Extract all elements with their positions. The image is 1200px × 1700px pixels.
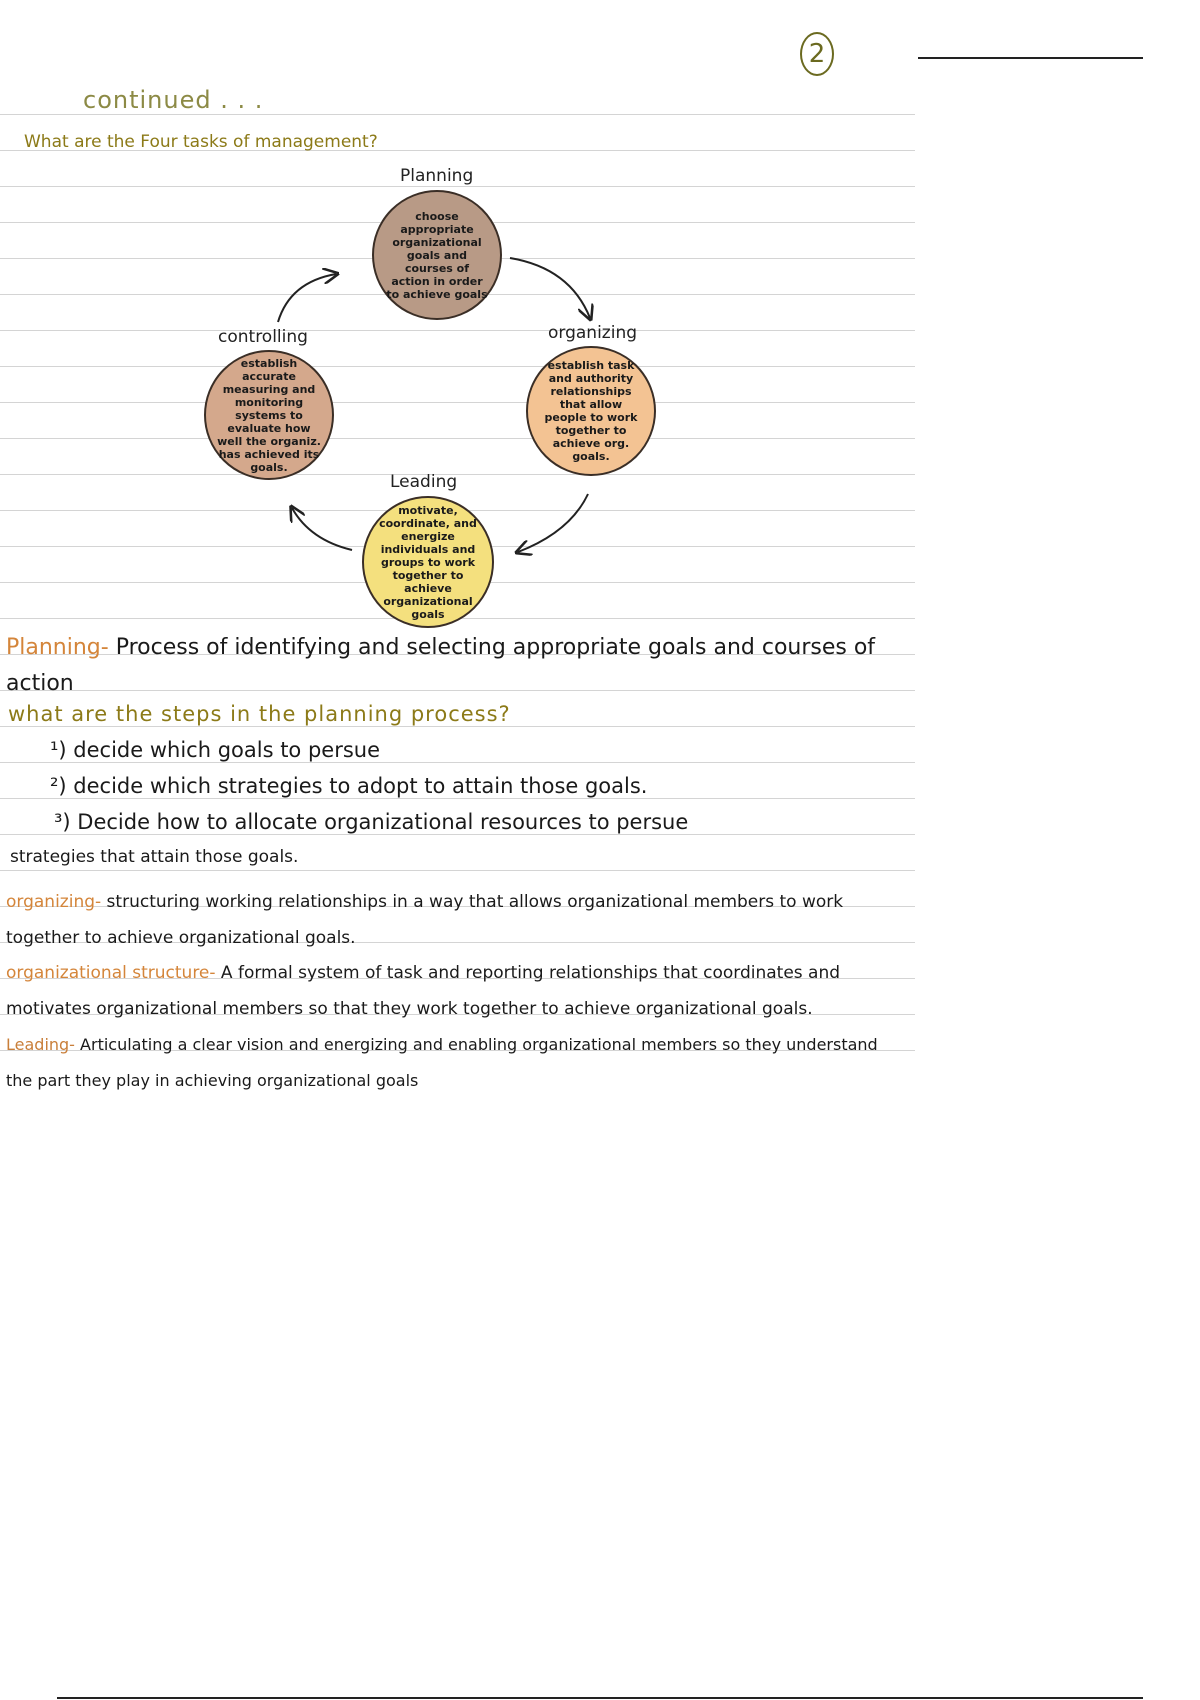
leading-node-text: motivate, coordinate, and energize individuals and groups to work together to achieve organizational goals — [379, 503, 477, 621]
step-1: ¹) decide which goals to persue — [50, 738, 381, 762]
step-3-continued: strategies that attain those goals. — [10, 847, 299, 867]
steps-question: what are the steps in the planning process? — [8, 702, 511, 726]
organizing-node-label: organizing — [548, 323, 638, 343]
ruled-line — [0, 330, 915, 331]
planning-node-text: choose appropriate organizational goals and courses of action in order to achieve goals — [386, 209, 488, 301]
planning-definition — [6, 630, 906, 702]
leading-term: Leading- — [6, 1035, 75, 1054]
ruled-line — [0, 366, 915, 367]
ruled-line — [0, 438, 915, 439]
ruled-line — [0, 186, 915, 187]
leading-text: Articulating a clear vision and energizing and enabling organizational members so they understand the part they play in achieving organizational goals — [6, 1035, 878, 1090]
step-2: ²) decide which strategies to adopt to attain those goals. — [50, 774, 648, 798]
ruled-line — [0, 114, 915, 115]
four-tasks-question: What are the Four tasks of management? — [24, 132, 378, 152]
planning-node — [372, 190, 502, 320]
controlling-node-text: establish accurate measuring and monitoring systems to evaluate how well the organiz. has achieved its goals. — [217, 356, 321, 474]
organizing-definition — [6, 884, 906, 956]
organizing-node — [526, 346, 656, 476]
ruled-line — [0, 834, 915, 835]
leading-node-label: Leading — [390, 472, 458, 492]
bottom-rule — [57, 1697, 1143, 1699]
ruled-line — [0, 870, 915, 871]
leading-definition — [6, 1027, 906, 1099]
organizing-text: structuring working relationships in a way that allows organizational members to work together to achieve organizational goals. — [6, 892, 844, 948]
org-structure-text: A formal system of task and reporting relationships that coordinates and motivates organizational members so that they work together to achieve organizational goals. — [6, 963, 841, 1019]
planning-node-label: Planning — [400, 166, 474, 186]
organizing-term: organizing- — [6, 892, 102, 912]
organizing-node-text: establish task and authority relationships that allow people to work together to achieve org. goals. — [544, 359, 638, 463]
planning-term: Planning- — [6, 635, 109, 660]
leading-node — [362, 496, 494, 628]
page-number: 2 — [800, 32, 834, 76]
ruled-line — [0, 726, 915, 727]
step-3: ³) Decide how to allocate organizational resources to persue — [54, 810, 689, 834]
ruled-line — [0, 402, 915, 403]
top-rule — [918, 57, 1143, 59]
org-structure-term: organizational structure- — [6, 963, 216, 983]
ruled-line — [0, 798, 915, 799]
ruled-line — [0, 474, 915, 475]
planning-text: Process of identifying and selecting appropriate goals and courses of action — [6, 635, 876, 696]
continued-heading: continued . . . — [83, 86, 264, 114]
ruled-line — [0, 762, 915, 763]
controlling-node — [204, 350, 334, 480]
controlling-node-label: controlling — [218, 327, 308, 347]
org-structure-definition — [6, 955, 906, 1027]
